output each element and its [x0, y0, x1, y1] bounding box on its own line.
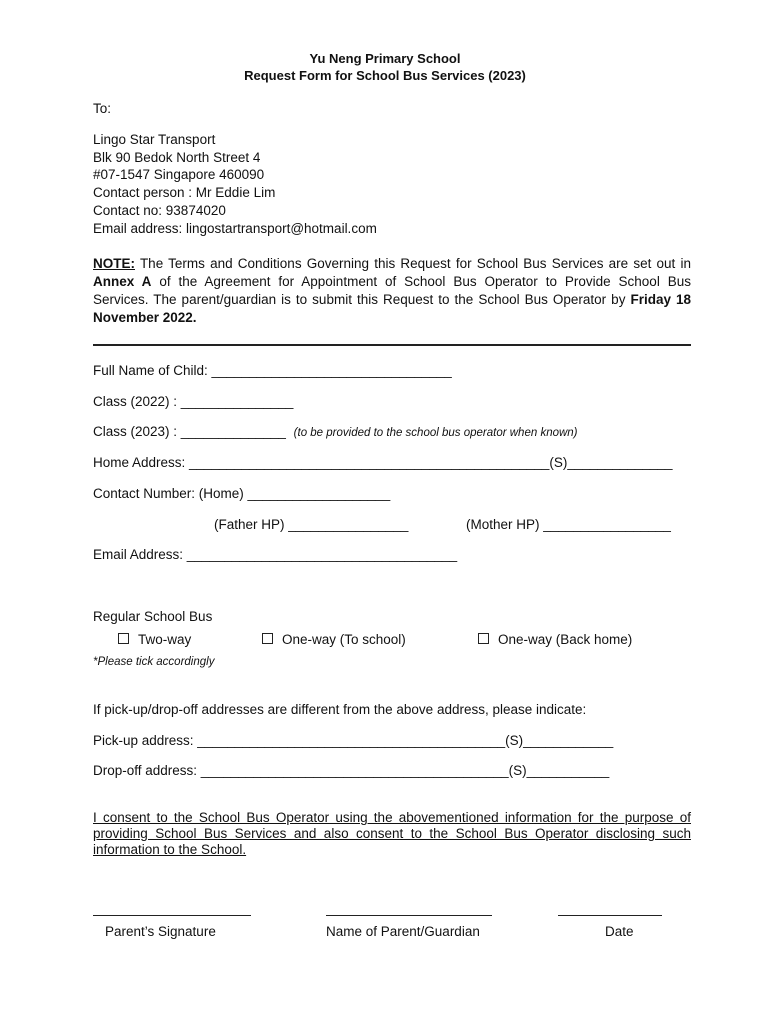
- note-text-1: The Terms and Conditions Governing this Request for School Bus Services are set out in: [135, 256, 691, 271]
- mother-hp-field[interactable]: (Mother HP) _________________: [466, 517, 671, 532]
- checkbox[interactable]: [118, 633, 129, 644]
- checkbox[interactable]: [262, 633, 273, 644]
- note-annex: Annex A: [93, 274, 152, 289]
- school-name: Yu Neng Primary School: [309, 51, 461, 66]
- home-address-field[interactable]: Home Address: ________________________________________________(S)______________: [93, 455, 673, 470]
- option-two-way[interactable]: [118, 632, 191, 647]
- alt-address-intro: If pick-up/drop-off addresses are different from the above address, please indicate:: [93, 702, 587, 717]
- name-line[interactable]: [326, 915, 492, 916]
- date-label: Date: [605, 924, 634, 939]
- option-one-way-to-school[interactable]: [262, 632, 406, 647]
- bus-heading: Regular School Bus: [93, 609, 213, 624]
- recipient-line: Contact person : Mr Eddie Lim: [93, 185, 276, 200]
- recipient-line: Lingo Star Transport: [93, 132, 216, 147]
- option-label: Two-way: [138, 632, 192, 647]
- note-text-2: of the Agreement for Appointment of School Bus Operator to Provide School Bus Services. The parent/guardian is to submit this Request to the School Bus Operator by: [93, 274, 691, 307]
- class-2023-hint: (to be provided to the school bus operator when known): [293, 427, 578, 439]
- option-label: One-way (To school): [282, 632, 406, 647]
- contact-home-field[interactable]: Contact Number: (Home) ___________________: [93, 486, 391, 501]
- consent-statement: I consent to the School Bus Operator using the abovementioned information for the purpose of providing School Bus Services and also consent to the School Bus Operator disclosing such information to the School.: [93, 810, 691, 857]
- signature-line[interactable]: [93, 915, 251, 916]
- note-label: NOTE:: [93, 256, 135, 271]
- terms-note: [93, 255, 691, 327]
- class-2023-label: Class (2023) : ______________: [93, 424, 286, 439]
- email-field[interactable]: Email Address: ____________________________________: [93, 547, 458, 562]
- class-2022-field[interactable]: Class (2022) : _______________: [93, 394, 294, 409]
- pickup-address-field[interactable]: Pick-up address: _________________________________________(S)____________: [93, 733, 614, 748]
- recipient-line: Contact no: 93874020: [93, 203, 226, 218]
- guardian-name-label: Name of Parent/Guardian: [326, 924, 480, 939]
- date-line[interactable]: [558, 915, 662, 916]
- option-one-way-back-home[interactable]: [478, 632, 632, 647]
- note-deadline: Friday 18 November 2022.: [93, 292, 691, 325]
- recipient-line: Email address: lingostartransport@hotmail.com: [93, 221, 377, 236]
- father-hp-field[interactable]: (Father HP) ________________: [214, 517, 409, 532]
- recipient-line: #07-1547 Singapore 460090: [93, 167, 265, 182]
- class-2023-field[interactable]: [93, 424, 578, 439]
- tick-note: *Please tick accordingly: [93, 656, 215, 668]
- parent-signature-label: Parent’s Signature: [105, 924, 216, 939]
- dropoff-address-field[interactable]: Drop-off address: _________________________________________(S)___________: [93, 763, 610, 778]
- recipient-line: Blk 90 Bedok North Street 4: [93, 150, 261, 165]
- form-title: Request Form for School Bus Services (2023): [244, 68, 526, 83]
- child-name-field[interactable]: Full Name of Child: ________________________________: [93, 363, 452, 378]
- section-divider: [93, 344, 691, 346]
- option-label: One-way (Back home): [498, 632, 633, 647]
- to-label: To:: [93, 101, 112, 116]
- checkbox[interactable]: [478, 633, 489, 644]
